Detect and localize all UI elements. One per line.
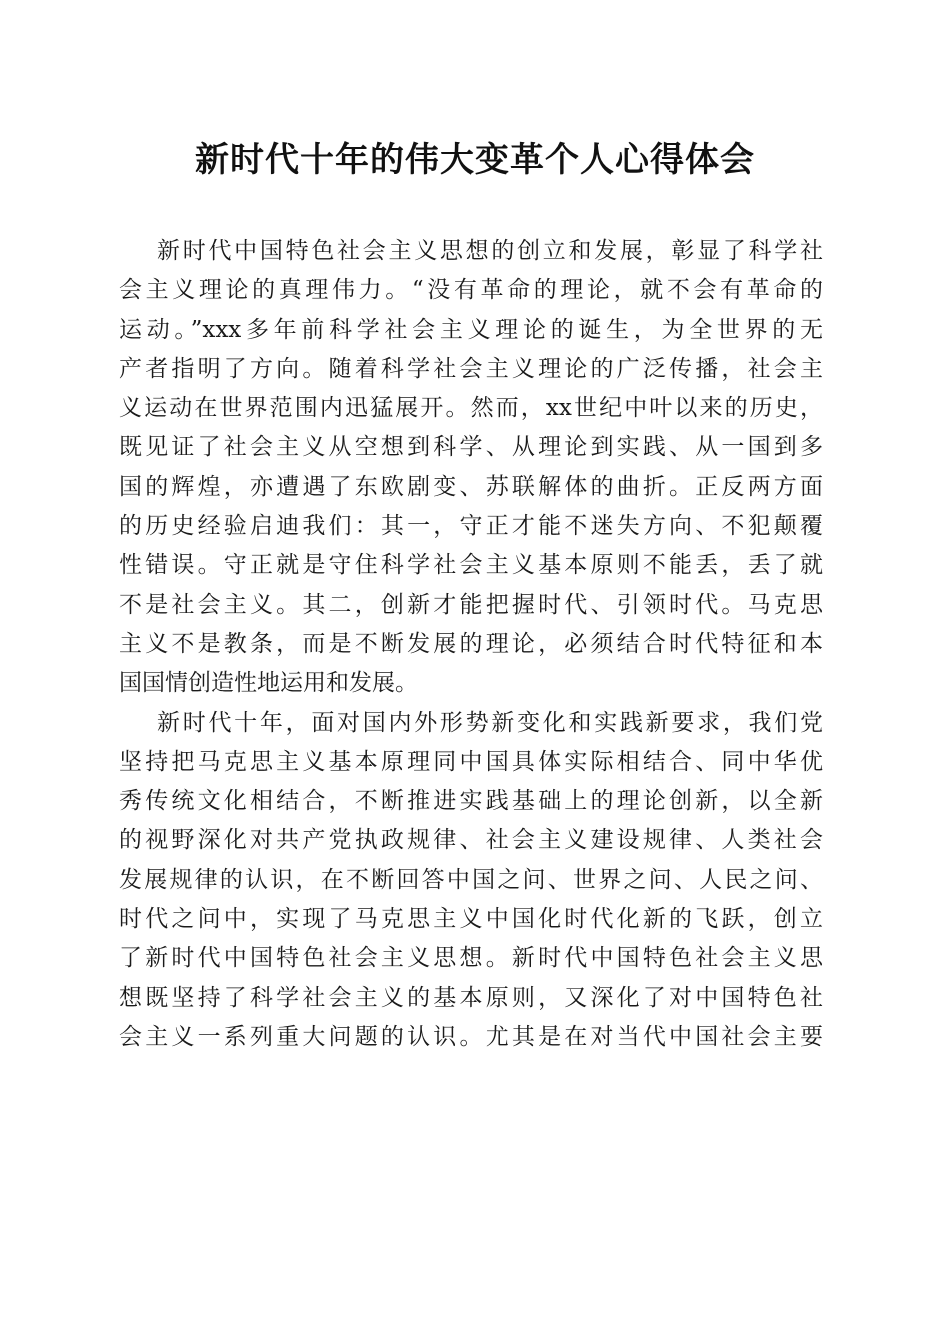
paragraph-line: 新时代十年，面对国内外形势新变化和实践新要求，我们党: [157, 709, 823, 736]
paragraph-line: 时代之问中，实现了马克思主义中国化时代化新的飞跃，创立: [119, 906, 823, 933]
paragraph-line: 国国情创造性地运用和发展。: [119, 670, 418, 697]
paragraph-line: 了新时代中国特色社会主义思想。新时代中国特色社会主义思: [119, 945, 823, 972]
paragraph-line: 想既坚持了科学社会主义的基本原则，又深化了对中国特色社: [119, 984, 823, 1011]
paragraph-line: 的视野深化对共产党执政规律、社会主义建设规律、人类社会: [119, 827, 823, 854]
paragraph-line: 既见证了社会主义从空想到科学、从理论到实践、从一国到多: [119, 434, 823, 461]
paragraph-line: 的历史经验启迪我们：其一，守正才能不迷失方向、不犯颠覆: [119, 513, 823, 540]
paragraph-line: 义运动在世界范围内迅猛展开。然而，xx世纪中叶以来的历史，: [119, 395, 823, 422]
paragraph-line: 主义不是教条，而是不断发展的理论，必须结合时代特征和本: [119, 630, 823, 657]
paragraph-line: 会主义一系列重大问题的认识。尤其是在对当代中国社会主要: [119, 1023, 823, 1050]
paragraph-line: 坚持把马克思主义基本原理同中国具体实际相结合、同中华优: [119, 748, 823, 775]
document-title: 新时代十年的伟大变革个人心得体会: [195, 140, 755, 180]
paragraph-line: 产者指明了方向。随着科学社会主义理论的广泛传播，社会主: [119, 355, 823, 382]
paragraph-line: 新时代中国特色社会主义思想的创立和发展，彰显了科学社: [157, 238, 823, 264]
paragraph-line: 运动。”xxx多年前科学社会主义理论的诞生，为全世界的无: [119, 316, 823, 343]
paragraph-line: 性错误。守正就是守住科学社会主义基本原则不能丢，丢了就: [119, 552, 823, 579]
paragraph-line: 发展规律的认识，在不断回答中国之问、世界之问、人民之问、: [119, 866, 823, 893]
paragraph-2: [119, 704, 823, 1058]
document-body: [119, 232, 823, 1057]
paragraph-line: 国的辉煌，亦遭遇了东欧剧变、苏联解体的曲折。正反两方面: [119, 473, 823, 500]
paragraph-1: [119, 232, 823, 704]
paragraph-line: 秀传统文化相结合，不断推进实践基础上的理论创新，以全新: [119, 788, 823, 815]
paragraph-line: 会主义理论的真理伟力。“没有革命的理论，就不会有革命的: [119, 277, 823, 304]
paragraph-line: 不是社会主义。其二，创新才能把握时代、引领时代。马克思: [119, 591, 823, 618]
